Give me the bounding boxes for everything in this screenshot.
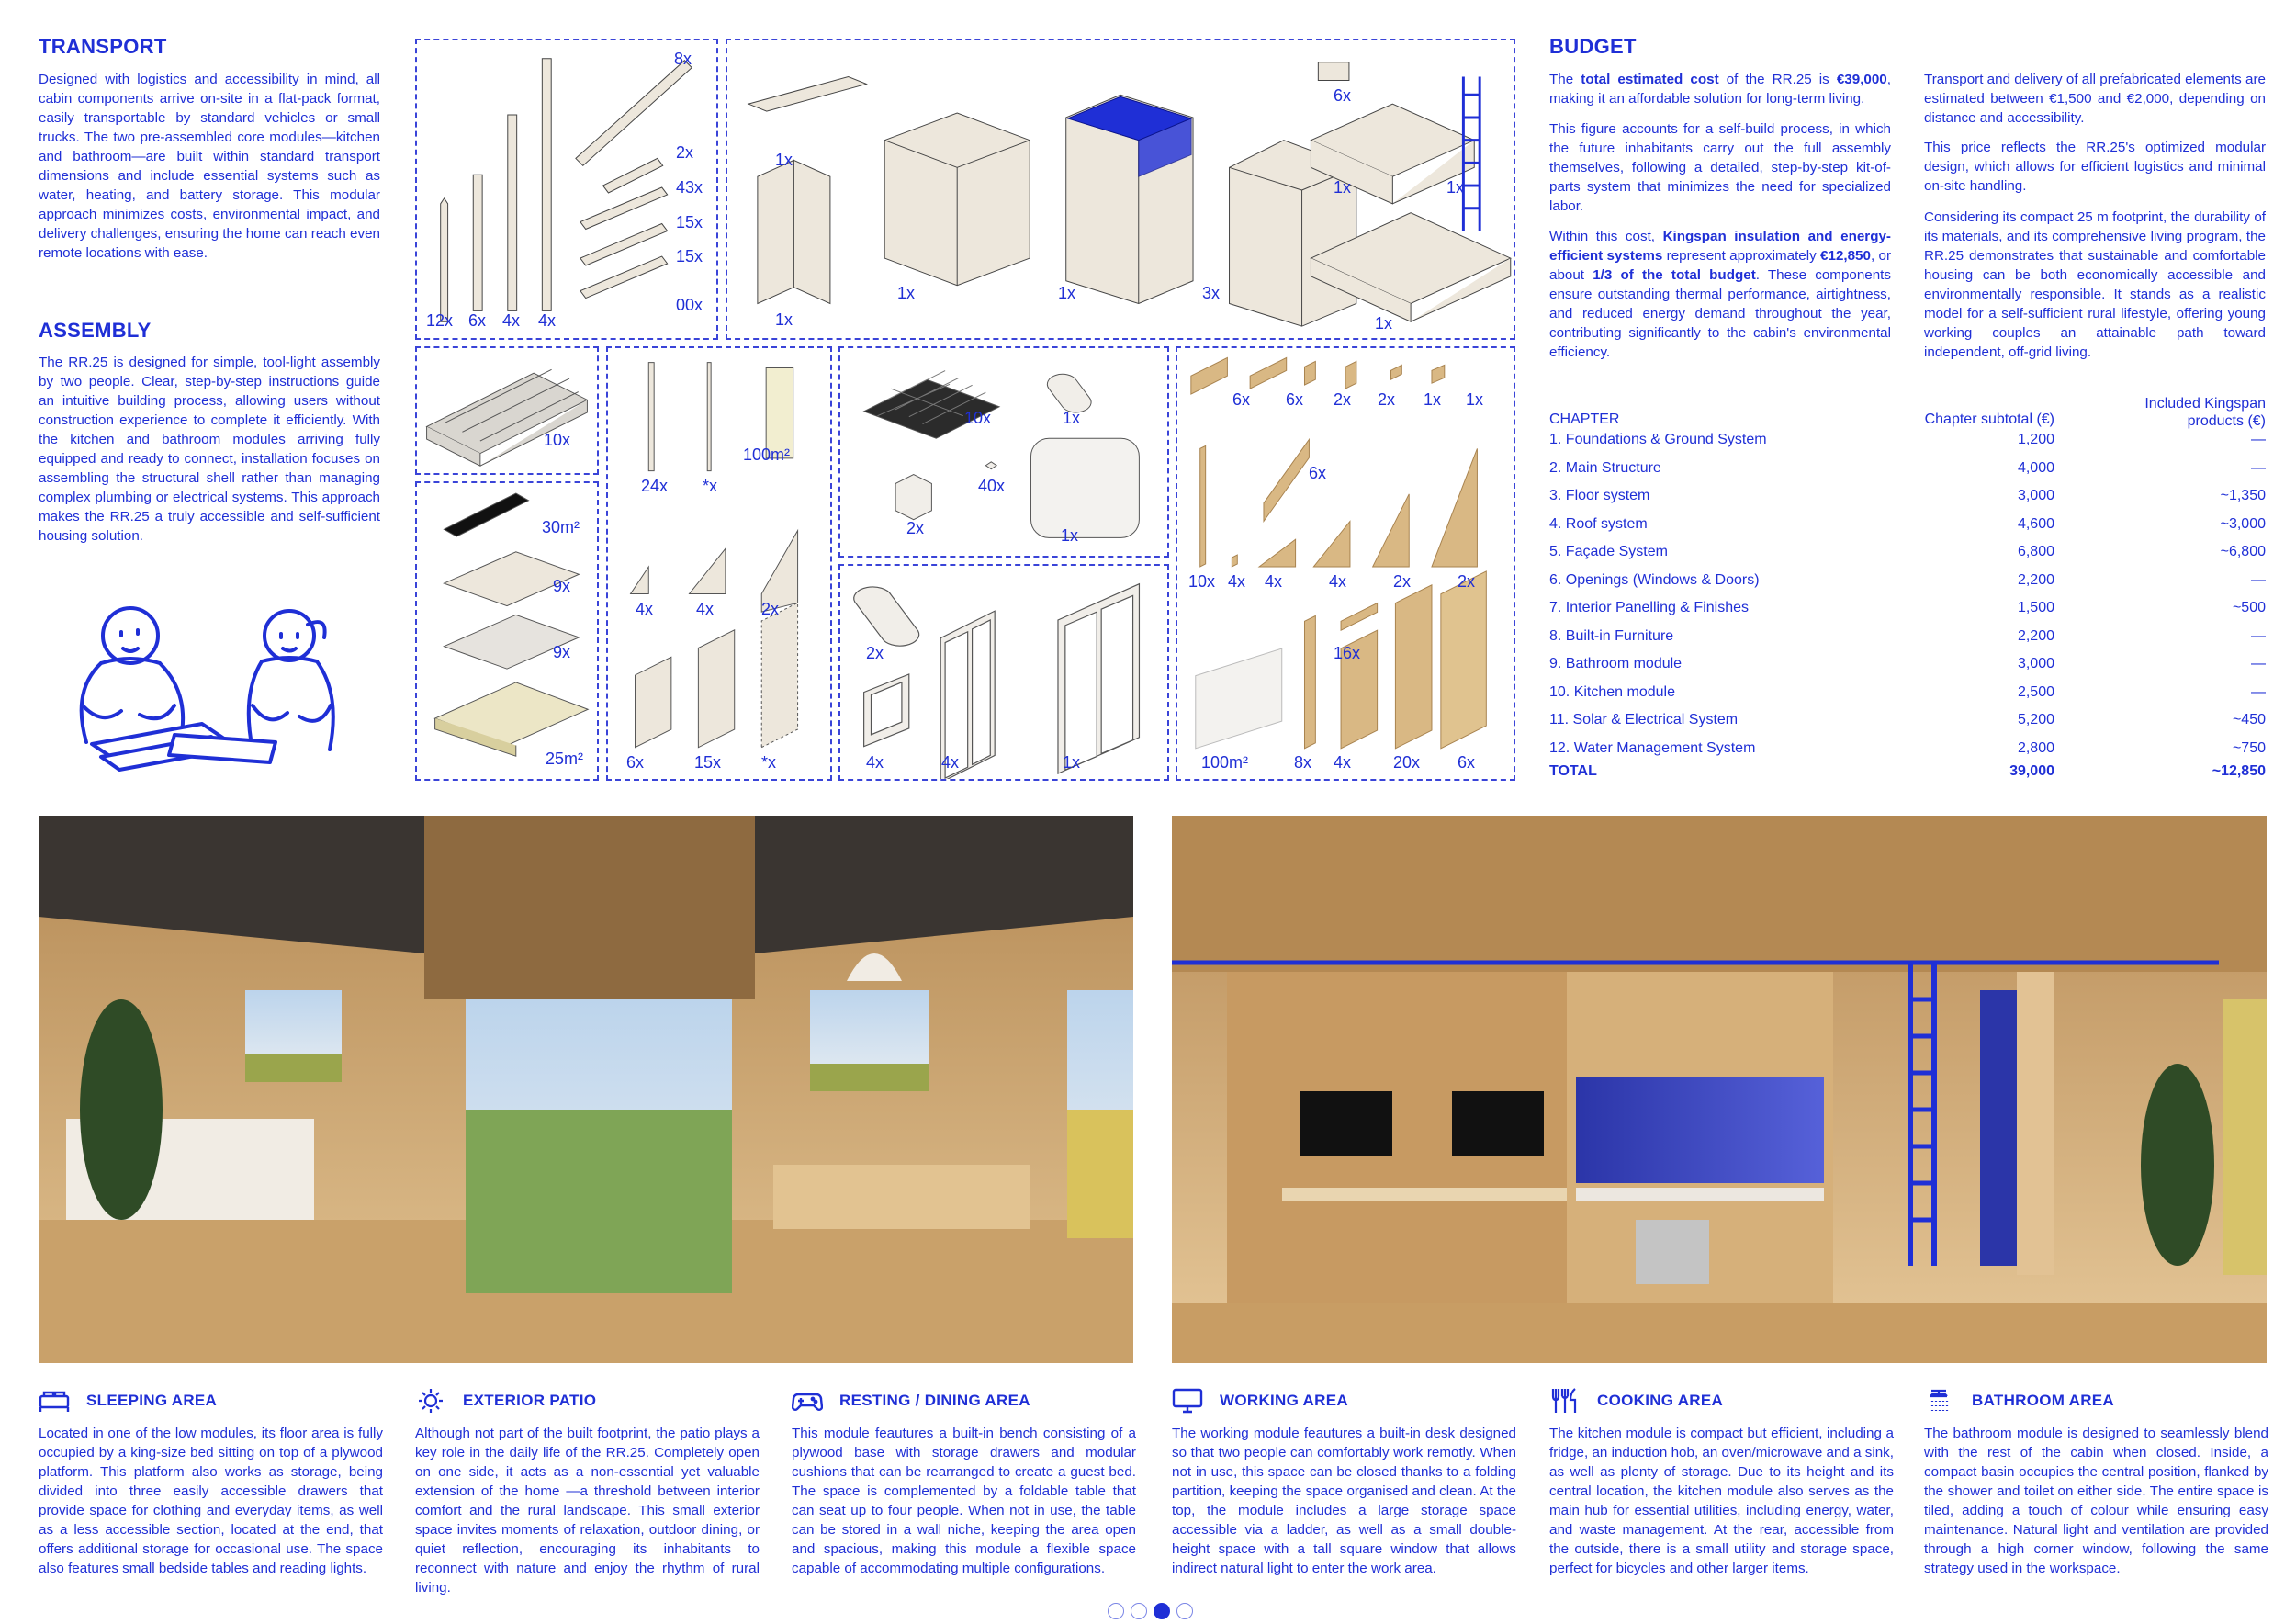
kit-count: 2x xyxy=(1334,390,1352,409)
kit-count: 00x xyxy=(676,296,703,314)
assembly-text: The RR.25 is designed for simple, tool-light assembly by two people. Clear, step-by-step instructions guide an intuitive building process, allowing users without construction experience to complete it efficiently. With the kitchen and bathroom modules arriving fully equipped and ready to connect, installation focuses on assembling the structural shell rather than managing complex plumbing or electrical systems. This approach makes the RR.25 a truly accessible and self-sufficient housing solution. xyxy=(39,355,380,544)
budget-row-subtotal: 6,800 xyxy=(2017,544,2054,559)
kit-box-energy-systems xyxy=(838,346,1169,558)
kit-count: 100m² xyxy=(743,445,791,464)
kit-count: 30m² xyxy=(542,518,580,536)
kit-count: 8x xyxy=(1294,753,1312,772)
kit-count: 2x xyxy=(1458,572,1476,591)
area-header xyxy=(1172,1387,1516,1416)
kit-count: 6x xyxy=(1458,753,1476,772)
budget-self-build: This figure accounts for a self-build process, in which the future inhabitants carry out the full assembly themselves, following a detailed, step-by-step kit-of-parts system that minimizes the need for specialized labor. xyxy=(1549,121,1891,214)
kit-count: 2x xyxy=(1378,390,1396,409)
kit-count: 25m² xyxy=(546,750,584,768)
bed-icon xyxy=(39,1387,70,1415)
area-header xyxy=(1924,1387,2268,1416)
budget-row-chapter: 5. Façade System xyxy=(1549,544,1668,559)
monitor-icon xyxy=(1172,1387,1203,1415)
budget-row-kingspan: — xyxy=(2251,683,2266,700)
budget-row-subtotal: 1,200 xyxy=(2017,432,2054,447)
area-title: COOKING AREA xyxy=(1597,1392,1724,1409)
kit-count: 20x xyxy=(1393,753,1421,772)
kit-count: 1x xyxy=(1466,390,1484,409)
kit-count: 8x xyxy=(674,50,692,68)
kit-count: 4x xyxy=(1228,572,1246,591)
budget-row xyxy=(1549,488,2266,515)
kit-count: 3x xyxy=(1202,284,1221,302)
gamepad-icon xyxy=(792,1387,823,1415)
area-header xyxy=(792,1387,1136,1416)
area-title: EXTERIOR PATIO xyxy=(463,1392,597,1409)
kit-count: 2x xyxy=(676,143,694,162)
kit-count: 12x xyxy=(426,311,454,330)
budget-row-subtotal: 2,800 xyxy=(2017,739,2054,756)
kit-count: 16x xyxy=(1334,644,1361,662)
kit-count: 1x xyxy=(1424,390,1442,409)
budget-row-chapter: 6. Openings (Windows & Doors) xyxy=(1549,571,1760,588)
budget-row-chapter: 11. Solar & Electrical System xyxy=(1549,712,1739,727)
budget-row-subtotal: 1,500 xyxy=(2017,600,2054,615)
kit-count: 6x xyxy=(1334,86,1352,105)
budget-row-subtotal: 5,200 xyxy=(2017,712,2054,727)
kit-count: 2x xyxy=(866,644,884,662)
area-text: The bathroom module is designed to seamlessly blend with the rest of the cabin when closed. Inside, a compact basin occupies the central position, flanked by the shower and toilet on either side. The entire space is tiled, adding a touch of colour while ensuring easy maintenance. Natural light and ventilation are provided through a high corner window, following the same strategy used in the workspace. xyxy=(1924,1426,2268,1576)
kit-count: 2x xyxy=(906,519,925,537)
kit-box-floor-panels xyxy=(415,346,599,475)
budget-col-kingspan: Included Kingspan products (€) xyxy=(2144,396,2266,429)
kit-count: 1x xyxy=(897,284,916,302)
kit-count: 1x xyxy=(775,310,793,329)
budget-row xyxy=(1549,432,2266,459)
kit-box-modules xyxy=(726,39,1515,340)
kit-count: 1x xyxy=(1058,284,1076,302)
budget-row-chapter: 4. Roof system xyxy=(1549,515,1648,532)
budget-row-chapter: 3. Floor system xyxy=(1549,488,1650,503)
area-title: WORKING AREA xyxy=(1220,1392,1348,1409)
kit-box-wood-cladding xyxy=(1176,346,1515,781)
budget-row xyxy=(1549,544,2266,571)
kit-count: *x xyxy=(761,753,777,772)
budget-total-label: TOTAL xyxy=(1549,763,1597,779)
kit-count: 15x xyxy=(676,213,703,231)
kit-count: 15x xyxy=(694,753,722,772)
budget-kingspan: Within this cost, Kingspan insulation and energy-efficient systems represent approximately €12,850, or about 1/3 of the total budget. These components ensure outstanding thermal performance, airtightness, and reduced energy demand throughout the year, contributing significantly to the cabin's environmental efficiency. xyxy=(1549,229,1891,360)
budget-row-kingspan: — xyxy=(2251,627,2266,644)
budget-row-kingspan: ~6,800 xyxy=(2220,544,2266,559)
kit-count: 4x xyxy=(538,311,557,330)
kit-count: 1x xyxy=(775,151,793,169)
page-indicator xyxy=(1108,1603,1196,1619)
budget-row-kingspan: — xyxy=(2251,432,2266,447)
area-title: SLEEPING AREA xyxy=(86,1392,218,1409)
area-text: Located in one of the low modules, its floor area is fully occupied by a king-size bed sitting on top of a plywood platform. This platform also works as storage, being divided into three easily accessible drawers that provide space for clothing and everyday items, as well as a less accessible section, located at the end, that offers additional storage for occasional use. The space also features small bedside tables and reading lights. xyxy=(39,1426,383,1576)
budget-row xyxy=(1549,600,2266,627)
area-header xyxy=(415,1387,760,1416)
kit-count: 40x xyxy=(978,477,1006,495)
kit-count: 6x xyxy=(1309,464,1327,482)
budget-row-chapter: 1. Foundations & Ground System xyxy=(1549,432,1767,447)
kit-count: 9x xyxy=(553,577,571,595)
kit-count: 2x xyxy=(1393,572,1412,591)
kit-count: 4x xyxy=(502,311,521,330)
budget-price: This price reflects the RR.25's optimized modular design, which allows for efficient logistics and minimal on-site handling. xyxy=(1924,140,2266,194)
budget-row-subtotal: 2,200 xyxy=(2017,571,2054,588)
transport-text: Designed with logistics and accessibility in mind, all cabin components arrive on-site in a flat-pack format, easily transportable by standard vehicles or small trucks. The two pre-assembled core modules—kitchen and bathroom—are built within standard transport dimensions and include essential systems such as water, heating, and battery storage. This modular approach minimizes costs, environmental impact, and delivery challenges, ensuring the home can reach even remote locations with ease. xyxy=(39,72,380,261)
kit-box-wall-panels xyxy=(606,346,832,781)
area-header xyxy=(39,1387,383,1416)
kit-count: 4x xyxy=(636,600,654,618)
budget-transport: Transport and delivery of all prefabricated elements are estimated between €1,500 and €2,000, depending on distance and accessibility. xyxy=(1924,72,2266,126)
kit-count: 24x xyxy=(641,477,669,495)
transport-title: TRANSPORT xyxy=(39,35,167,58)
budget-row-subtotal: 4,600 xyxy=(2017,515,2054,532)
budget-row-subtotal: 2,500 xyxy=(2017,683,2054,700)
budget-row-kingspan: ~750 xyxy=(2232,739,2266,756)
kit-count: 1x xyxy=(1334,178,1352,197)
kit-count: 43x xyxy=(676,178,703,197)
budget-intro: The total estimated cost of the RR.25 is €39,000, making it an affordable solution for long-term living. xyxy=(1549,72,1891,107)
budget-row-chapter: 8. Built-in Furniture xyxy=(1549,627,1674,644)
area-header xyxy=(1549,1387,1894,1416)
kit-count: 6x xyxy=(1232,390,1251,409)
page-dot[interactable] xyxy=(1131,1603,1147,1619)
area-text: The working module feautures a built-in desk designed so that two people can comfortably work remotly. When not in use, this space can be closed thanks to a folding partition, keeping the space organised and clean. At the top, the module includes a large storage space accessible via a ladder, as well as a small double-height space with a tall square window that allows indirect natural light to enter the work area. xyxy=(1172,1426,1516,1576)
kit-count: 1x xyxy=(1063,753,1081,772)
kit-count: 10x xyxy=(964,409,992,427)
page-dot[interactable] xyxy=(1154,1603,1170,1619)
budget-row-kingspan: — xyxy=(2251,459,2266,476)
kit-count: 9x xyxy=(553,643,571,661)
budget-row-kingspan: ~1,350 xyxy=(2220,488,2266,503)
kit-count: 1x xyxy=(1375,314,1393,333)
budget-title: BUDGET xyxy=(1549,35,1637,58)
kit-count: 15x xyxy=(676,247,703,265)
kit-count: 4x xyxy=(866,753,884,772)
kit-box-openings xyxy=(838,564,1169,781)
budget-row-chapter: 2. Main Structure xyxy=(1549,459,1661,476)
budget-total-row xyxy=(1549,763,2266,791)
kit-count: 4x xyxy=(696,600,715,618)
kit-count: 2x xyxy=(761,600,780,618)
budget-row-chapter: 9. Bathroom module xyxy=(1549,656,1683,671)
area-title: BATHROOM AREA xyxy=(1972,1392,2114,1409)
shower-icon xyxy=(1924,1387,1955,1415)
kit-count: 4x xyxy=(1334,753,1352,772)
kit-count: 1x xyxy=(1063,409,1081,427)
budget-row-kingspan: ~3,000 xyxy=(2220,515,2266,532)
budget-row-chapter: 10. Kitchen module xyxy=(1549,683,1675,700)
render-sleeping-patio-dining xyxy=(39,816,1133,1363)
kit-count: 6x xyxy=(468,311,487,330)
kit-count: 4x xyxy=(1329,572,1347,591)
area-text: Although not part of the built footprint, the patio plays a key role in the daily life of the RR.25. Completely open on one side, it acts as a non-essential yet valuable extension of the home —a threshold between interior comfort and the rural landscape. This small exterior space invites moments of relaxation, outdoor dining, or quiet reflection, encouraging its inhabitants to reconnect with nature and enjoy the rhythm of rural living. xyxy=(415,1426,760,1596)
budget-row-subtotal: 3,000 xyxy=(2017,488,2054,503)
budget-row xyxy=(1549,656,2266,683)
budget-row-kingspan: ~450 xyxy=(2232,712,2266,727)
kit-count: 6x xyxy=(626,753,645,772)
cutlery-icon xyxy=(1549,1387,1581,1415)
budget-row-chapter: 12. Water Management System xyxy=(1549,739,1756,756)
kit-count: 6x xyxy=(1286,390,1304,409)
area-text: The kitchen module is compact but efficient, including a fridge, an induction hob, an oven/microwave and a sink, as well as plenty of storage. Due to its height and its central location, the kitchen module also serves as the main hub for essential utilities, including energy, water, and waste management. At the rear, accessible from the outside, there is a small utility and storage space, perfect for bicycles and other larger items. xyxy=(1549,1426,1894,1576)
budget-row xyxy=(1549,628,2266,656)
budget-row-subtotal: 4,000 xyxy=(2017,459,2054,476)
budget-considering: Considering its compact 25 m footprint, the durability of its materials, and its comprehensive living program, the RR.25 demonstrates that sustainable and comfortable housing can be both economically accessible and environmentally responsible. It stands as a realistic model for a self-sufficient rural lifestyle, offering young working couples an attainable path toward independent, off-grid living. xyxy=(1924,209,2266,360)
budget-total-subtotal: 39,000 xyxy=(2009,763,2054,779)
assembly-illustration xyxy=(64,597,340,781)
kit-count: 100m² xyxy=(1201,753,1249,772)
budget-row-kingspan: — xyxy=(2251,571,2266,588)
budget-row-kingspan: ~500 xyxy=(2232,600,2266,615)
kit-count: 10x xyxy=(1188,572,1216,591)
page-dot[interactable] xyxy=(1176,1603,1193,1619)
render-working-cooking-bathroom xyxy=(1172,816,2267,1363)
budget-col-chapter: CHAPTER xyxy=(1549,412,1620,427)
kit-box-structure-beams xyxy=(415,39,718,340)
budget-total-kingspan: ~12,850 xyxy=(2212,763,2266,779)
kit-count: *x xyxy=(703,477,718,495)
kit-count: 1x xyxy=(1061,526,1079,545)
budget-row-subtotal: 2,200 xyxy=(2017,627,2054,644)
budget-row xyxy=(1549,684,2266,712)
budget-col-subtotal: Chapter subtotal (€) xyxy=(1924,412,2054,427)
kit-count: 4x xyxy=(1265,572,1283,591)
kit-count: 10x xyxy=(544,431,571,449)
budget-row xyxy=(1549,460,2266,488)
budget-row-chapter: 7. Interior Panelling & Finishes xyxy=(1549,600,1749,615)
sun-icon xyxy=(415,1387,446,1415)
area-title: RESTING / DINING AREA xyxy=(839,1392,1030,1409)
budget-row-kingspan: — xyxy=(2251,656,2266,671)
kit-box-insulation-layers xyxy=(415,481,599,781)
kit-count: 4x xyxy=(941,753,960,772)
page-dot[interactable] xyxy=(1108,1603,1124,1619)
kit-count: 1x xyxy=(1446,178,1465,197)
budget-row xyxy=(1549,516,2266,544)
area-text: This module feautures a built-in bench consisting of a plywood base with storage drawers and modular cushions that can be rearranged to create a guest bed. The space is complemented by a foldable table that can seat up to four people. When not in use, the table can be stored in a wall niche, keeping the area open and spacious, making this module a flexible space capable of accommodating multiple configurations. xyxy=(792,1426,1136,1576)
assembly-title: ASSEMBLY xyxy=(39,319,152,342)
budget-row xyxy=(1549,572,2266,600)
budget-row-subtotal: 3,000 xyxy=(2017,656,2054,671)
budget-row xyxy=(1549,712,2266,739)
